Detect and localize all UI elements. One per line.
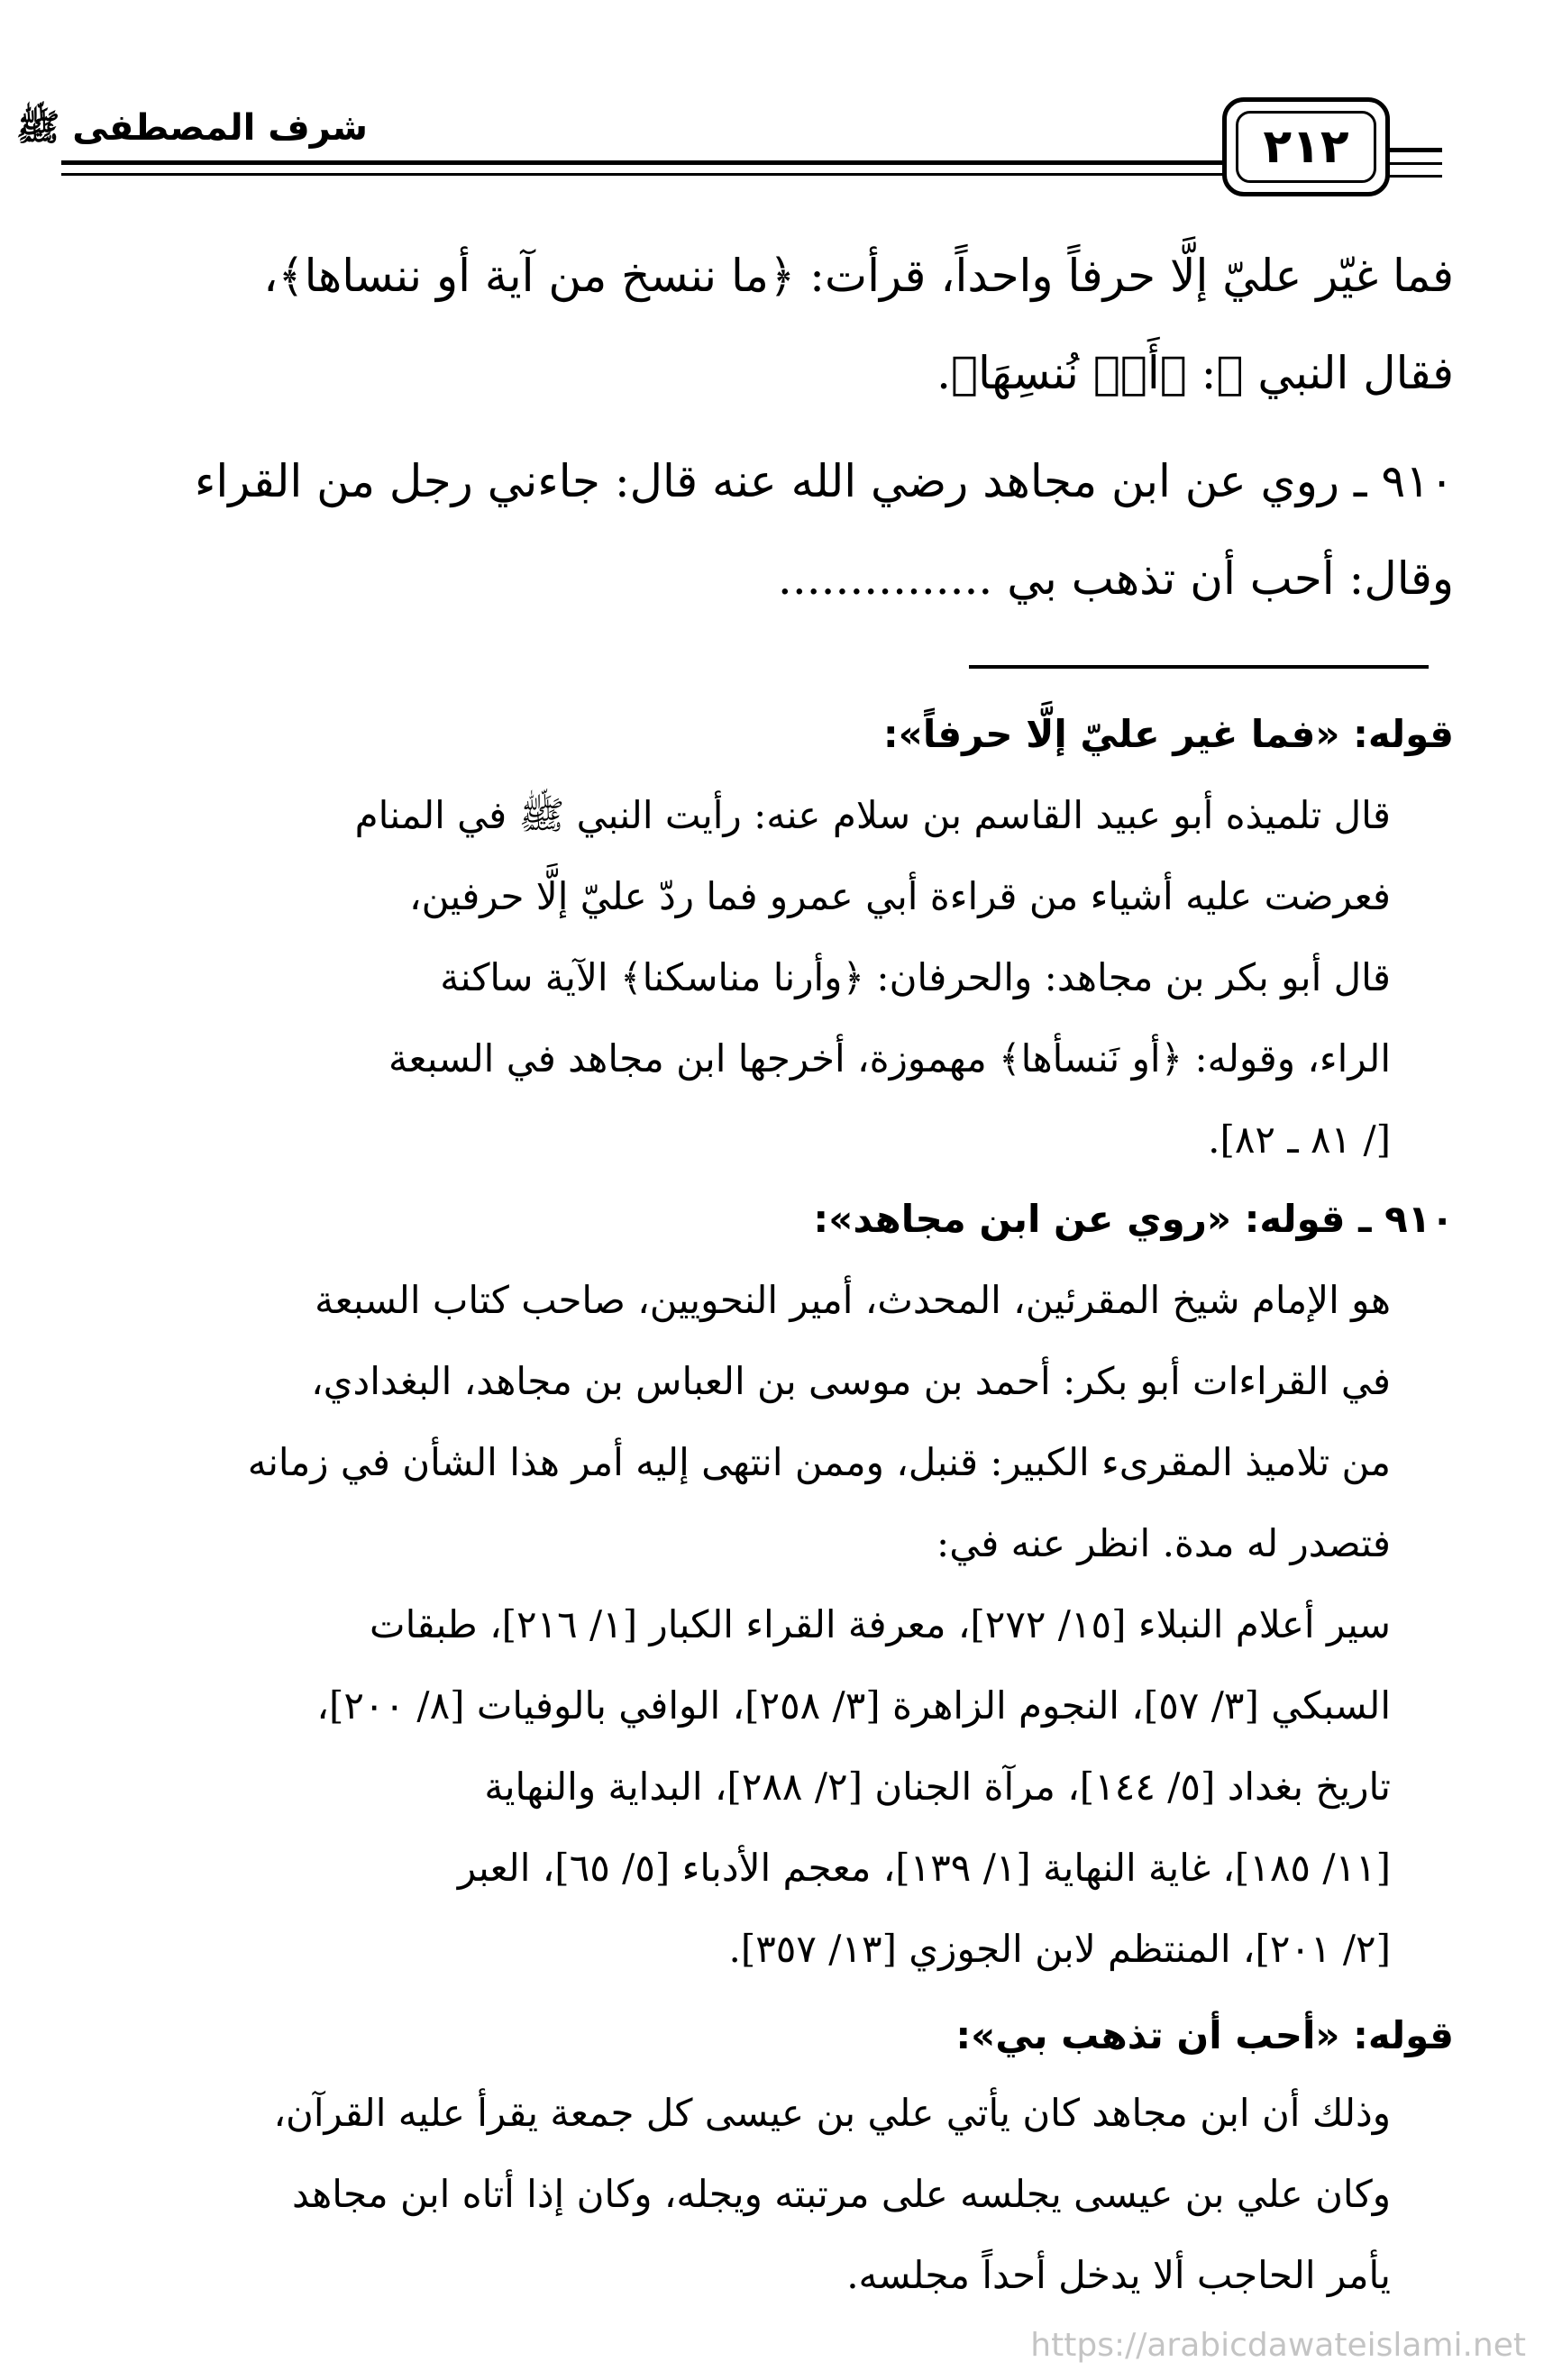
watermark-url: https://arabicdawateislami.net [1030,2327,1526,2364]
note-line: في القراءات أبو بكر: أحمد بن موسى بن العباس بن مجاهد، البغدادي، [311,1359,1391,1403]
main-line: فقال النبي ﷺ: ﴿أَوۡ نُنسِهَا﴾. [936,347,1454,399]
header-rule [1388,148,1442,152]
note-line: الراء، وقوله: ﴿أو نَنسأها﴾ مهموزة، أخرجها ابن مجاهد في السبعة [388,1036,1391,1081]
page-number-frame [1222,97,1390,196]
note-line: قال تلميذه أبو عبيد القاسم بن سلام عنه: رأيت النبي ﷺ في المنام [354,793,1391,837]
ellipsis-dots: ............... [777,552,993,605]
note-body [93,1260,1391,1990]
note-line: السبكي [٣/ ٥٧]، النجوم الزاهرة [٣/ ٢٥٨]، الوافي بالوفيات [٨/ ٢٠٠]، [316,1683,1391,1728]
main-text [93,227,1454,422]
note-line: [٢/ ٢٠١]، المنتظم لابن الجوزي [١٣/ ٣٥٧]. [728,1927,1391,1971]
note-line: قال أبو بكر بن مجاهد: والحرفان: ﴿وأرنا مناسكنا﴾ الآية ساكنة [440,955,1391,999]
entry-line [93,530,1454,627]
note-lead [93,694,1454,775]
note-line: يأمر الحاجب ألا يدخل أحداً مجلسه. [846,2253,1391,2297]
header-rule [61,160,1224,165]
page-number: ٢١٢ [1236,111,1376,183]
note-heading: قوله: «أحب أن تذهب بي»: [955,2013,1454,2057]
note-line: هو الإمام شيخ المقرئين، المحدث، أمير النحويين، صاحب كتاب السبعة [315,1278,1391,1322]
header-rule [61,173,1224,176]
note-line: فعرضت عليه أشياء من قراءة أبي عمرو فما ردّ عليّ إلَّا حرفين، [409,874,1391,918]
note-heading: ٩١٠ ـ قوله: «روي عن ابن مجاهد»: [813,1197,1454,1241]
note-line: تاريخ بغداد [٥/ ١٤٤]، مرآة الجنان [٢/ ٢٨٨]، البداية والنهاية [484,1764,1391,1809]
entry-line-text: وقال: أحب أن تذهب بي [1007,552,1454,605]
note-line: [١١/ ١٨٥]، غاية النهاية [١/ ١٣٩]، معجم الأدباء [٥/ ٦٥]، العبر [457,1846,1391,1890]
header-rule [1388,162,1442,165]
entry-910 [93,433,1454,627]
note-lead [93,1179,1454,1260]
entry-line: ٩١٠ ـ روي عن ابن مجاهد رضي الله عنه قال: جاءني رجل من القراء [194,455,1454,507]
note-line: فتصدر له مدة. انظر عنه في: [936,1521,1391,1565]
footnote-separator [969,665,1429,669]
note-line: وكان علي بن عيسى يجلسه على مرتبته ويجله، وكان إذا أتاه ابن مجاهد [292,2172,1391,2216]
note-line: [/ ٨١ ـ ٨٢]. [1208,1117,1391,1162]
note-body [93,775,1391,1181]
note-line: سير أعلام النبلاء [١٥/ ٢٧٢]، معرفة القراء الكبار [١/ ٢١٦]، طبقات [370,1602,1391,1646]
main-line: فما غيّر عليّ إلَّا حرفاً واحداً، قرأت: ﴿ما ننسخ من آية أو ننساها﴾، [263,250,1454,302]
note-heading: قوله: «فما غير عليّ إلَّا حرفاً»: [882,712,1454,756]
running-head-title: شرف المصطفى ﷺ [15,107,368,149]
note-line: وذلك أن ابن مجاهد كان يأتي علي بن عيسى كل جمعة يقرأ عليه القرآن، [273,2091,1391,2135]
note-lead [93,1995,1454,2076]
header-rule [1388,175,1442,178]
note-body [93,2073,1391,2316]
note-line: من تلاميذ المقرىء الكبير: قنبل، وممن انتهى إليه أمر هذا الشأن في زمانه [247,1440,1391,1484]
